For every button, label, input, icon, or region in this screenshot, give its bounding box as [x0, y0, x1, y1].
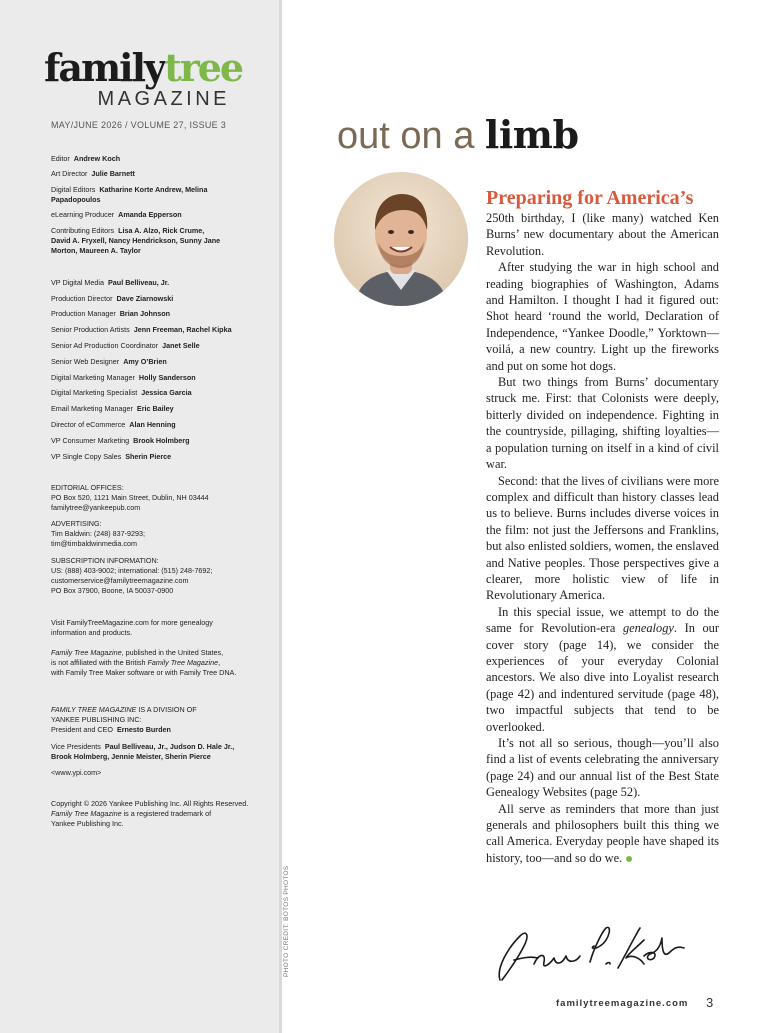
masthead-role: Digital Marketing Specialist — [51, 388, 138, 397]
publisher-line: YANKEE PUBLISHING INC: — [51, 715, 142, 724]
disclaimer-text: , — [218, 658, 221, 667]
masthead-names: Holly Sanderson — [138, 373, 196, 382]
visit-line: information and products. — [51, 628, 133, 637]
masthead-names: Alan Henning — [129, 420, 176, 429]
masthead-names: Janet Selle — [162, 341, 200, 350]
copyright — [51, 799, 271, 829]
masthead-role: Production Manager — [51, 309, 116, 318]
masthead-names: Amy O’Brien — [123, 357, 167, 366]
masthead-row — [51, 309, 170, 319]
masthead-names: Paul Belliveau, Jr. — [108, 278, 170, 287]
copyright-line: Yankee Publishing Inc. — [51, 819, 124, 828]
paragraph-text: . In our cover story (page 14), we consider the experiences of your everyday Colonial ancestors. We also dive into Loyalist research (page 42) and indentured servitude (page 48), two impactful subjects that tend to be overlooked. — [486, 621, 719, 734]
masthead-row — [51, 169, 135, 179]
disclaimer-text: , published in the United States, — [121, 648, 224, 657]
masthead-names: Jenn Freeman, Rachel Kipka — [133, 325, 232, 334]
masthead-names: Lisa A. Alzo, Rick Crume, David A. Fryxell, Nancy Hendrickson, Sunny Jane Morton, Maureen A. Taylor — [51, 226, 221, 255]
masthead-role: Senior Web Designer — [51, 357, 120, 366]
footer-website: familytreemagazine.com — [556, 998, 689, 1009]
editorial-address: PO Box 520, 1121 Main Street, Dublin, NH 03444 — [51, 493, 209, 502]
editor-signature — [494, 918, 694, 988]
masthead-row — [51, 452, 171, 462]
masthead-row — [51, 226, 221, 256]
masthead-row — [51, 420, 176, 430]
masthead-role: Senior Ad Production Coordinator — [51, 341, 159, 350]
masthead-row — [51, 404, 174, 414]
masthead-row — [51, 185, 211, 205]
publisher-ceo — [51, 725, 271, 735]
masthead-names: Katharine Korte Andrew, Melina Papadopoulos — [51, 185, 208, 204]
title-light: out on a — [337, 115, 485, 157]
masthead-row — [51, 278, 169, 288]
masthead-role: VP Single Copy Sales — [51, 452, 122, 461]
copyright-text: is a registered trademark of — [121, 809, 212, 818]
editorial-title: EDITORIAL OFFICES: — [51, 483, 124, 492]
logo-wordmark — [44, 46, 242, 90]
publisher-role: President and CEO — [51, 725, 113, 734]
logo-family: family — [44, 45, 165, 90]
masthead-names: Brian Johnson — [119, 309, 171, 318]
article-paragraph — [486, 801, 719, 867]
masthead-role: Editor — [51, 154, 70, 163]
copyright-italic: Family Tree Magazine — [51, 809, 122, 818]
logo-tree: tree — [164, 45, 243, 90]
masthead-role: Director of eCommerce — [51, 420, 126, 429]
subscription-phones: US: (888) 403-9002; international: (515) 248-7692; — [51, 566, 213, 575]
magazine-logo — [44, 45, 243, 112]
publisher-vp-line — [51, 752, 271, 762]
subscription-address: PO Box 37900, Boone, IA 50037-0900 — [51, 586, 174, 595]
disclaimer-italic: Family Tree Magazine — [147, 658, 219, 667]
advertising-email: tim@timbaldwinmedia.com — [51, 539, 137, 548]
masthead-role: VP Consumer Marketing — [51, 436, 130, 445]
visit-note — [51, 618, 271, 638]
publisher-info — [51, 705, 271, 735]
paragraph-text: All serve as reminders that more than just generals and philosophers built this thing we call America. Everyday people have shaped its history, too—and so do we. — [486, 801, 719, 865]
masthead-row — [51, 357, 167, 367]
masthead-names: Dave Ziarnowski — [116, 294, 174, 303]
copyright-line: Copyright © 2026 Yankee Publishing Inc. All Rights Reserved. — [51, 799, 249, 808]
masthead-row — [51, 294, 173, 304]
editor-portrait — [334, 172, 468, 306]
publisher-url-text: <www.ypi.com> — [51, 768, 102, 777]
masthead-row — [51, 341, 200, 351]
masthead-row — [51, 154, 120, 164]
publisher-name: Ernesto Burden — [116, 725, 171, 734]
publisher-vp-line — [51, 742, 271, 752]
masthead-row — [51, 436, 189, 446]
advertising-title: ADVERTISING: — [51, 519, 102, 528]
logo-magazine: MAGAZINE — [97, 88, 230, 110]
disclaimer-line — [51, 648, 271, 658]
article-paragraph — [486, 604, 719, 735]
masthead-names: Jessica Garcia — [141, 388, 192, 397]
masthead-row — [51, 210, 182, 220]
article-paragraph: 250th birthday, I (like many) watched Ken Burns’ new documentary about the American Revolution. — [486, 211, 719, 258]
masthead-role: Art Director — [51, 169, 88, 178]
masthead-role: VP Digital Media — [51, 278, 105, 287]
masthead-names: Julie Barnett — [91, 169, 135, 178]
end-mark-icon — [626, 856, 632, 862]
masthead-role: Production Director — [51, 294, 113, 303]
publisher-text: IS A DIVISION OF — [136, 705, 197, 714]
masthead-row — [51, 373, 196, 383]
advertising-info — [51, 519, 271, 549]
publisher-line — [51, 705, 271, 715]
masthead-role: Digital Marketing Manager — [51, 373, 135, 382]
article-paragraph: But two things from Burns’ documentary struck me. First: that Colonists were deeply, bitterly divided on independence. Fighting in the countryside, pillaging, shifting loyalties—a population turning on itself in a kind of civil war. — [486, 375, 719, 472]
publisher-italic: FAMILY TREE MAGAZINE — [51, 705, 137, 714]
publisher-name: Brook Holmberg, Jennie Meister, Sherin Pierce — [51, 752, 211, 761]
publisher-vps — [51, 742, 271, 762]
paragraph-text: In this special issue, we attempt to do the same for Revolution-era — [486, 604, 719, 636]
editorial-email: familytree@yankeepub.com — [51, 503, 141, 512]
publisher-role: Vice Presidents — [51, 742, 101, 751]
masthead-sidebar — [0, 0, 279, 1033]
masthead-names: Brook Holmberg — [133, 436, 190, 445]
masthead-role: Senior Production Artists — [51, 325, 130, 334]
disclaimer-line — [51, 658, 271, 668]
paragraph-italic: genealogy — [622, 621, 674, 636]
subscription-title: SUBSCRIPTION INFORMATION: — [51, 556, 159, 565]
masthead-role: eLearning Producer — [51, 210, 115, 219]
masthead-names: Andrew Koch — [73, 154, 121, 163]
editorial-offices — [51, 483, 271, 513]
signature-drawing — [494, 918, 694, 988]
disclaimer-line: with Family Tree Maker software or with Family Tree DNA. — [51, 668, 237, 677]
photo-credit — [283, 865, 295, 987]
article-lead: Preparing for America’s — [486, 187, 694, 209]
column-title — [337, 112, 579, 158]
portrait-illustration — [334, 172, 468, 306]
masthead-names: Eric Bailey — [136, 404, 174, 413]
article-body — [486, 186, 719, 866]
article-paragraph: It’s not all so serious, though—you’ll also find a list of events celebrating the anniversary (page 24) and our annual list of the Best State Genealogy Websites (page 52). — [486, 736, 719, 800]
advertising-contact: Tim Baldwin: (248) 837-9293; — [51, 529, 146, 538]
disclaimer-italic: Family Tree Magazine — [51, 648, 122, 657]
disclaimer — [51, 648, 271, 678]
subscription-info — [51, 556, 271, 596]
article-paragraph: Second: that the lives of civilians were more complex and difficult than history classes lead us to believe. Burns includes diverse voices in the film: not just the Jeffersons and Franklins, but also enlisted soldiers, women, the enslaved and Native peoples. Those perspectives give a clearer, more holistic view of life in Revolutionary America. — [486, 473, 719, 603]
masthead-role: Email Marketing Manager — [51, 404, 133, 413]
visit-line: Visit FamilyTreeMagazine.com for more genealogy — [51, 618, 213, 627]
disclaimer-text: is not affiliated with the British — [51, 658, 148, 667]
masthead-role: Contributing Editors — [51, 226, 115, 235]
masthead-row — [51, 325, 232, 335]
sidebar-divider — [279, 0, 282, 1033]
masthead-names: Sherin Pierce — [125, 452, 172, 461]
masthead-row — [51, 388, 192, 398]
masthead-names: Amanda Epperson — [118, 210, 182, 219]
photo-credit-text: PHOTO CREDIT: BOTOS PHOTOS — [283, 865, 290, 977]
article-paragraph: After studying the war in high school and reading biographies of Washington, Adams and Hamilton. I thought I had it figured out: Shot heard ‘round the world, Declaration of Independence, “Yankee Doodle,” Yorktown—voilá, a new country. Light up the fireworks and put on some hot dogs. — [486, 260, 719, 373]
title-bold: limb — [484, 112, 579, 157]
copyright-line — [51, 809, 271, 819]
publisher-url — [51, 768, 271, 778]
masthead-role: Digital Editors — [51, 185, 96, 194]
page-number: 3 — [706, 995, 714, 1010]
issue-line: MAY/JUNE 2026 / VOLUME 27, ISSUE 3 — [51, 120, 227, 130]
subscription-email: customerservice@familytreemagazine.com — [51, 576, 189, 585]
publisher-name: Paul Belliveau, Jr., Judson D. Hale Jr., — [104, 742, 235, 751]
